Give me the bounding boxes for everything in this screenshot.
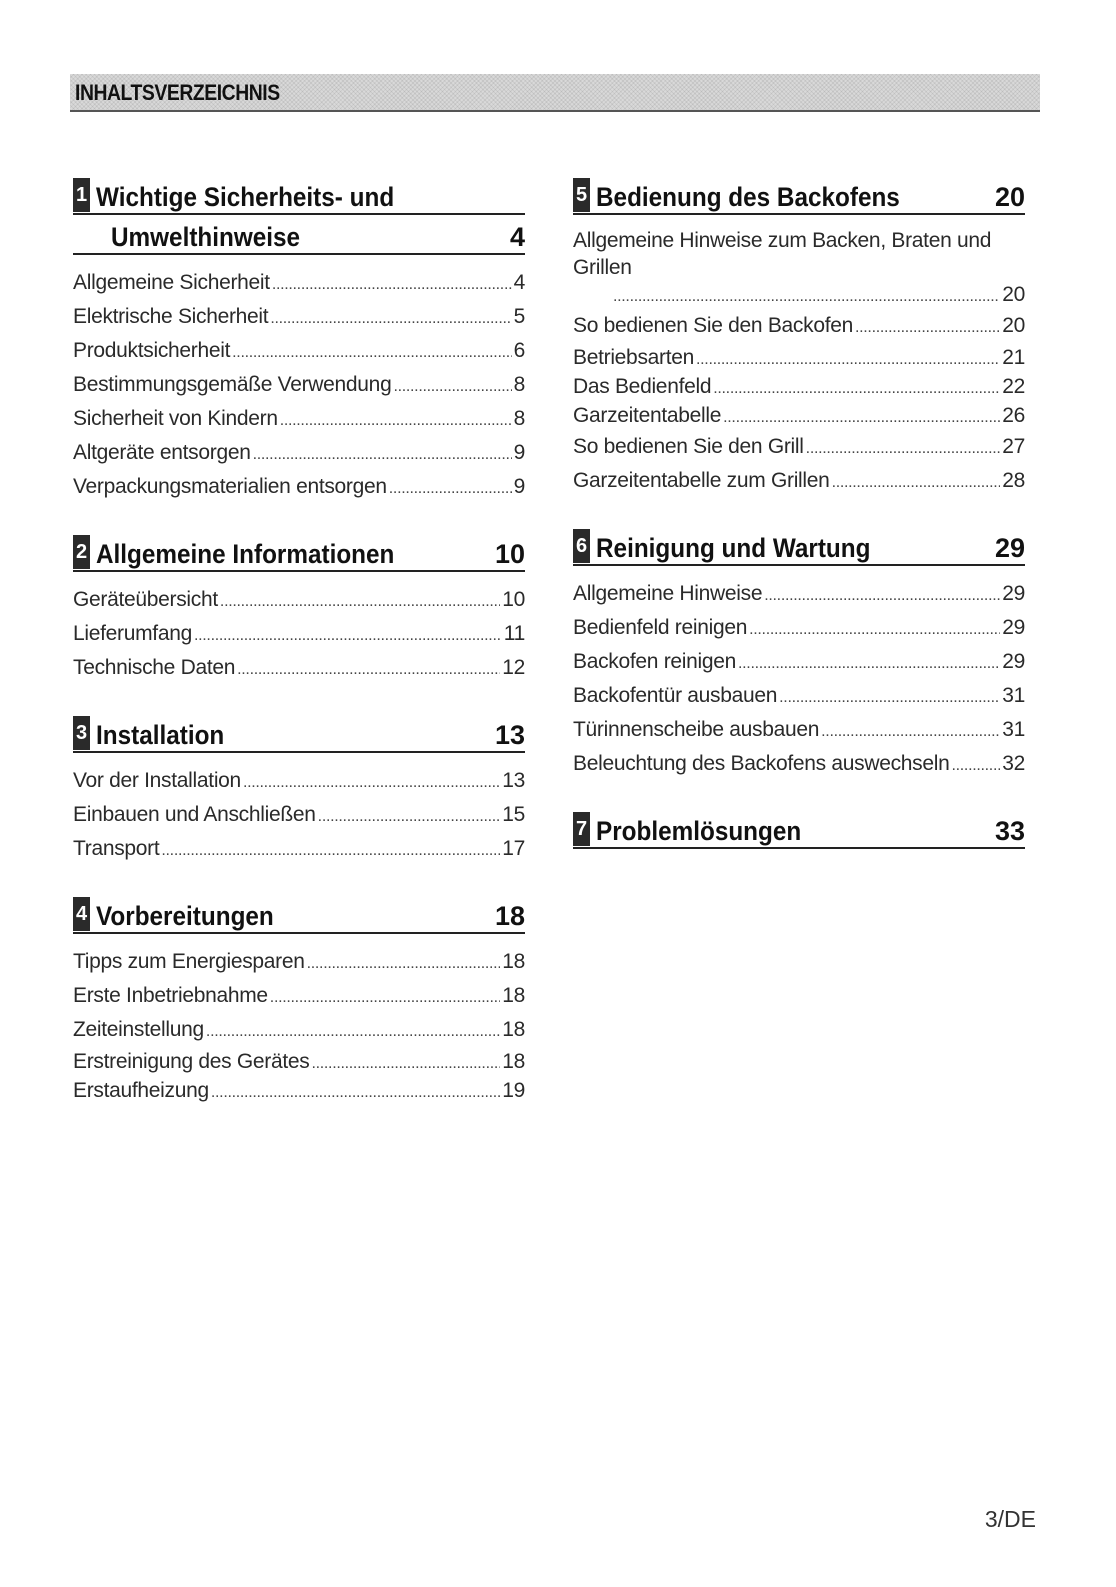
toc-entry[interactable] bbox=[573, 748, 1025, 782]
entry-label: Backofentür ausbauen bbox=[573, 684, 778, 707]
dot-leader bbox=[389, 473, 512, 505]
toc-entry[interactable] bbox=[73, 765, 525, 799]
toc-entry[interactable] bbox=[73, 301, 525, 335]
entry-page: 5 bbox=[513, 305, 525, 329]
section-title: Reinigung und Wartung bbox=[596, 532, 871, 563]
entry-page: 9 bbox=[513, 475, 525, 499]
dot-leader bbox=[311, 1050, 500, 1077]
toc-entry[interactable] bbox=[573, 227, 1025, 310]
dot-leader bbox=[723, 404, 1000, 431]
toc-entry[interactable] bbox=[73, 799, 525, 833]
entry-label: Verpackungsmaterialien entsorgen bbox=[73, 475, 387, 499]
toc-entry[interactable] bbox=[73, 980, 525, 1014]
entry-page: 20 bbox=[1002, 283, 1025, 306]
entry-page: 19 bbox=[502, 1079, 525, 1103]
entry-label: Erstaufheizung bbox=[73, 1079, 209, 1103]
section-title-line2: Umwelthinweise bbox=[111, 222, 301, 252]
toc-section-4 bbox=[73, 897, 525, 1106]
entry-page: 27 bbox=[1002, 435, 1025, 458]
entry-label: Elektrische Sicherheit bbox=[73, 305, 269, 329]
entry-page: 29 bbox=[1002, 582, 1025, 605]
entry-label: Türinnenscheibe ausbauen bbox=[573, 718, 820, 741]
dot-leader bbox=[855, 312, 1000, 344]
entry-page: 18 bbox=[502, 950, 525, 974]
toc-section-2 bbox=[73, 535, 525, 686]
toc-column-right bbox=[573, 178, 1025, 879]
entry-page: 8 bbox=[513, 373, 525, 397]
dot-leader bbox=[243, 767, 500, 799]
section-heading[interactable] bbox=[73, 716, 525, 753]
section-page-number: 20 bbox=[994, 181, 1025, 212]
entry-label: Geräteübersicht bbox=[73, 588, 218, 612]
toc-entry[interactable] bbox=[573, 714, 1025, 748]
dot-leader bbox=[613, 283, 998, 310]
dot-leader bbox=[237, 654, 500, 686]
entry-label: Betriebsarten bbox=[573, 346, 695, 369]
entry-label: Tipps zum Energiesparen bbox=[73, 950, 305, 974]
entry-page: 4 bbox=[513, 271, 525, 295]
dot-leader bbox=[806, 433, 1001, 465]
entry-page: 15 bbox=[502, 803, 525, 827]
section-page-number: 13 bbox=[494, 720, 525, 750]
section-number-badge: 4 bbox=[73, 897, 90, 931]
toc-entry[interactable] bbox=[573, 431, 1025, 465]
section-title: Installation bbox=[96, 720, 225, 750]
toc-entry[interactable] bbox=[573, 402, 1025, 431]
dot-leader bbox=[232, 337, 511, 369]
dot-leader bbox=[194, 620, 502, 652]
dot-leader bbox=[713, 375, 1000, 402]
entry-page: 20 bbox=[1002, 314, 1025, 337]
toc-section-5 bbox=[573, 178, 1025, 499]
dot-leader bbox=[749, 614, 1000, 646]
section-title: Allgemeine Informationen bbox=[96, 539, 395, 569]
entry-page: 32 bbox=[1002, 752, 1025, 775]
toc-entry[interactable] bbox=[73, 335, 525, 369]
entry-label: Produktsicherheit bbox=[73, 339, 231, 363]
toc-section-7 bbox=[573, 812, 1025, 849]
dot-leader bbox=[779, 682, 1000, 714]
section-title: Bedienung des Backofens bbox=[596, 181, 900, 212]
toc-entry[interactable] bbox=[73, 403, 525, 437]
entry-page: 22 bbox=[1002, 375, 1025, 398]
dot-leader bbox=[764, 580, 1000, 612]
section-page-number: 4 bbox=[509, 222, 525, 252]
section-page-number: 10 bbox=[494, 539, 525, 569]
toc-entry[interactable] bbox=[73, 1014, 525, 1048]
entry-page: 31 bbox=[1002, 718, 1025, 741]
entry-page: 29 bbox=[1002, 650, 1025, 673]
header-bar bbox=[70, 74, 1040, 112]
dot-leader bbox=[318, 801, 501, 833]
section-title-line1: Wichtige Sicherheits- und bbox=[96, 181, 395, 212]
dot-leader bbox=[206, 1016, 500, 1048]
entry-label: Das Bedienfeld bbox=[573, 375, 712, 398]
entry-page: 18 bbox=[502, 984, 525, 1008]
section-number-badge: 3 bbox=[73, 716, 90, 750]
toc-entry[interactable] bbox=[573, 578, 1025, 612]
entry-label: So bedienen Sie den Grill bbox=[573, 435, 804, 458]
toc-section-6 bbox=[573, 529, 1025, 782]
toc-entry[interactable] bbox=[73, 618, 525, 652]
section-title: Problemlösungen bbox=[596, 815, 802, 846]
toc-entry[interactable] bbox=[73, 1048, 525, 1077]
entry-page: 13 bbox=[502, 769, 525, 793]
section-number-badge: 5 bbox=[573, 178, 590, 212]
entry-label: Transport bbox=[73, 837, 160, 861]
entry-page: 11 bbox=[503, 622, 525, 646]
toc-entry[interactable] bbox=[73, 369, 525, 403]
entry-page: 17 bbox=[502, 837, 525, 861]
entry-page: 18 bbox=[502, 1018, 525, 1042]
toc-entry[interactable] bbox=[73, 267, 525, 301]
entry-label: Allgemeine Hinweise bbox=[573, 582, 763, 605]
entry-page: 29 bbox=[1002, 616, 1025, 639]
page-number-footer: 3/DE bbox=[984, 1506, 1036, 1532]
dot-leader bbox=[270, 303, 511, 335]
section-title: Vorbereitungen bbox=[96, 901, 274, 931]
section-number-badge: 6 bbox=[573, 529, 590, 563]
dot-leader bbox=[832, 467, 1001, 499]
toc-entry[interactable] bbox=[73, 833, 525, 867]
entry-label: So bedienen Sie den Backofen bbox=[573, 314, 853, 337]
section-number-badge: 1 bbox=[73, 178, 90, 212]
entry-label: Beleuchtung des Backofens auswechseln bbox=[573, 752, 950, 775]
section-heading[interactable] bbox=[573, 178, 1025, 215]
section-heading[interactable] bbox=[573, 812, 1025, 849]
section-page-number: 33 bbox=[994, 815, 1025, 846]
dot-leader bbox=[393, 371, 511, 403]
toc-entry[interactable] bbox=[73, 471, 525, 505]
entry-label: Erste Inbetriebnahme bbox=[73, 984, 268, 1008]
toc-entry[interactable] bbox=[73, 584, 525, 618]
entry-label: Sicherheit von Kindern bbox=[73, 407, 278, 431]
dot-leader bbox=[952, 750, 1001, 782]
dot-leader bbox=[272, 269, 512, 301]
toc-entry[interactable] bbox=[573, 465, 1025, 499]
toc-entry[interactable] bbox=[73, 1077, 525, 1106]
entry-page: 8 bbox=[513, 407, 525, 431]
entry-label: Garzeitentabelle bbox=[573, 404, 722, 427]
dot-leader bbox=[220, 586, 500, 618]
toc-entry[interactable] bbox=[573, 612, 1025, 646]
toc-entry[interactable] bbox=[573, 646, 1025, 680]
section-heading[interactable] bbox=[73, 535, 525, 572]
entry-label: Bestimmungsgemäße Verwendung bbox=[73, 373, 392, 397]
section-page-number: 29 bbox=[994, 532, 1025, 563]
entry-label: Allgemeine Hinweise zum Backen, Braten und Grillen bbox=[573, 229, 992, 279]
dot-leader bbox=[161, 835, 500, 867]
section-heading[interactable] bbox=[73, 178, 525, 255]
entry-label: Allgemeine Sicherheit bbox=[73, 271, 270, 295]
entry-page: 9 bbox=[513, 441, 525, 465]
toc-entry[interactable] bbox=[573, 373, 1025, 402]
dot-leader bbox=[696, 346, 1000, 373]
dot-leader bbox=[253, 439, 512, 471]
entry-label: Lieferumfang bbox=[73, 622, 192, 646]
entry-label: Zeiteinstellung bbox=[73, 1018, 204, 1042]
entry-page: 28 bbox=[1002, 469, 1025, 492]
toc-entry[interactable] bbox=[573, 344, 1025, 373]
dot-leader bbox=[307, 948, 501, 980]
toc-column-left bbox=[73, 178, 525, 1136]
section-heading[interactable] bbox=[73, 897, 525, 934]
dot-leader bbox=[738, 648, 1000, 680]
entry-page: 10 bbox=[502, 588, 525, 612]
section-page-number: 18 bbox=[494, 901, 525, 931]
dot-leader bbox=[821, 716, 1000, 748]
toc-section-1 bbox=[73, 178, 525, 505]
toc-entry[interactable] bbox=[73, 437, 525, 471]
toc-section-3 bbox=[73, 716, 525, 867]
entry-page: 6 bbox=[513, 339, 525, 363]
entry-page: 18 bbox=[502, 1050, 525, 1074]
entry-page: 26 bbox=[1002, 404, 1025, 427]
dot-leader bbox=[280, 405, 512, 437]
toc-entry[interactable] bbox=[73, 652, 525, 686]
entry-label: Bedienfeld reinigen bbox=[573, 616, 748, 639]
toc-entry[interactable] bbox=[73, 946, 525, 980]
entry-label: Erstreinigung des Gerätes bbox=[73, 1050, 310, 1074]
entry-page: 21 bbox=[1002, 346, 1025, 369]
section-number-badge: 2 bbox=[73, 535, 90, 569]
page-title: INHALTSVERZEICHNIS bbox=[75, 80, 280, 105]
dot-leader bbox=[270, 982, 500, 1014]
entry-page: 31 bbox=[1002, 684, 1025, 707]
entry-label: Altgeräte entsorgen bbox=[73, 441, 251, 465]
entry-label: Technische Daten bbox=[73, 656, 236, 680]
entry-label: Vor der Installation bbox=[73, 769, 241, 793]
entry-page: 12 bbox=[502, 656, 525, 680]
entry-label: Garzeitentabelle zum Grillen bbox=[573, 469, 830, 492]
entry-label: Backofen reinigen bbox=[573, 650, 737, 673]
section-heading[interactable] bbox=[573, 529, 1025, 566]
section-number-badge: 7 bbox=[573, 812, 590, 846]
dot-leader bbox=[211, 1079, 500, 1106]
entry-label: Einbauen und Anschließen bbox=[73, 803, 316, 827]
toc-entry[interactable] bbox=[573, 310, 1025, 344]
toc-entry[interactable] bbox=[573, 680, 1025, 714]
